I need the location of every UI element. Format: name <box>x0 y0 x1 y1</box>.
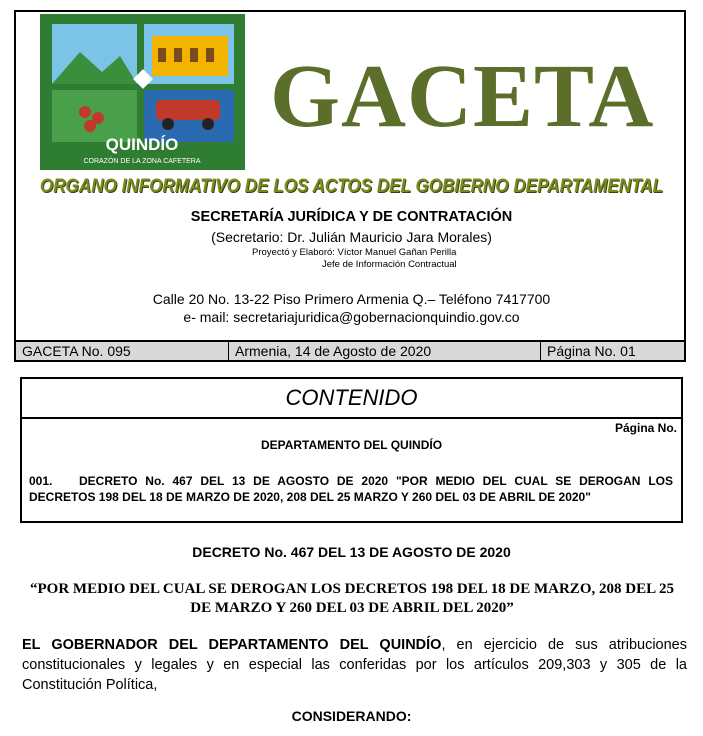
governor-rest: , en ejercicio de sus atribuciones constitucionales y legales y en especial las conferidas por los artículos 209,303 y 305 de la Constitución Política, <box>22 637 687 693</box>
decree-title: DECRETO No. 467 DEL 13 DE AGOSTO DE 2020 <box>192 544 511 560</box>
jefe-line: Jefe de Información Contractual <box>322 259 457 270</box>
page-number: Página No. 01 <box>547 343 636 359</box>
contents-item <box>29 473 673 505</box>
secretario-line: (Secretario: Dr. Julián Mauricio Jara Morales) <box>211 229 492 245</box>
info-bar <box>14 340 686 362</box>
organo-subtitle: ORGANO INFORMATIVO DE LOS ACTOS DEL GOBIERNO DEPARTAMENTAL <box>39 176 664 197</box>
logo-tagline: CORAZÓN DE LA ZONA CAFETERA <box>83 158 201 165</box>
quindio-logo <box>40 14 245 170</box>
email-line: e- mail: secretariajuridica@gobernacionquindio.gov.co <box>183 309 520 325</box>
contents-department: DEPARTAMENTO DEL QUINDÍO <box>260 438 443 452</box>
contents-title: CONTENIDO <box>22 379 681 419</box>
contents-item-text: DECRETO No. 467 DEL 13 DE AGOSTO DE 2020 "POR MEDIO DEL CUAL SE DEROGAN LOS DECRETOS 198 DEL 18 DE MARZO DE 2020, 208 DEL 25 MARZO Y 260 DEL 03 DE ABRIL DE 2020" <box>29 474 673 504</box>
decree-subject: “POR MEDIO DEL CUAL SE DEROGAN LOS DECRETOS 198 DEL 18 DE MARZO, 208 DEL 25 DE MARZO Y 260 DEL 03 DE ABRIL DEL 2020” <box>30 581 674 616</box>
logo-name: QUINDÍO <box>105 135 179 154</box>
proyecto-line: Proyectó y Elaboró: Víctor Manuel Gañan Perilla <box>252 247 457 258</box>
contents-page-label: Página No. <box>614 421 677 435</box>
contents-item-number: 001. <box>29 474 53 488</box>
issue-date: Armenia, 14 de Agosto de 2020 <box>229 342 541 360</box>
governor-bold: EL GOBERNADOR DEL DEPARTAMENTO DEL QUINDÍO <box>22 637 442 653</box>
considerando-heading: CONSIDERANDO: <box>291 708 412 724</box>
governor-paragraph <box>22 635 687 695</box>
gaceta-number: GACETA No. 095 <box>16 342 229 360</box>
masthead-title: GACETA <box>270 47 655 146</box>
contents-box <box>20 377 683 523</box>
secretaria-heading: SECRETARÍA JURÍDICA Y DE CONTRATACIÓN <box>190 209 513 225</box>
address-line: Calle 20 No. 13-22 Piso Primero Armenia Q.– Teléfono 7417700 <box>152 291 551 307</box>
